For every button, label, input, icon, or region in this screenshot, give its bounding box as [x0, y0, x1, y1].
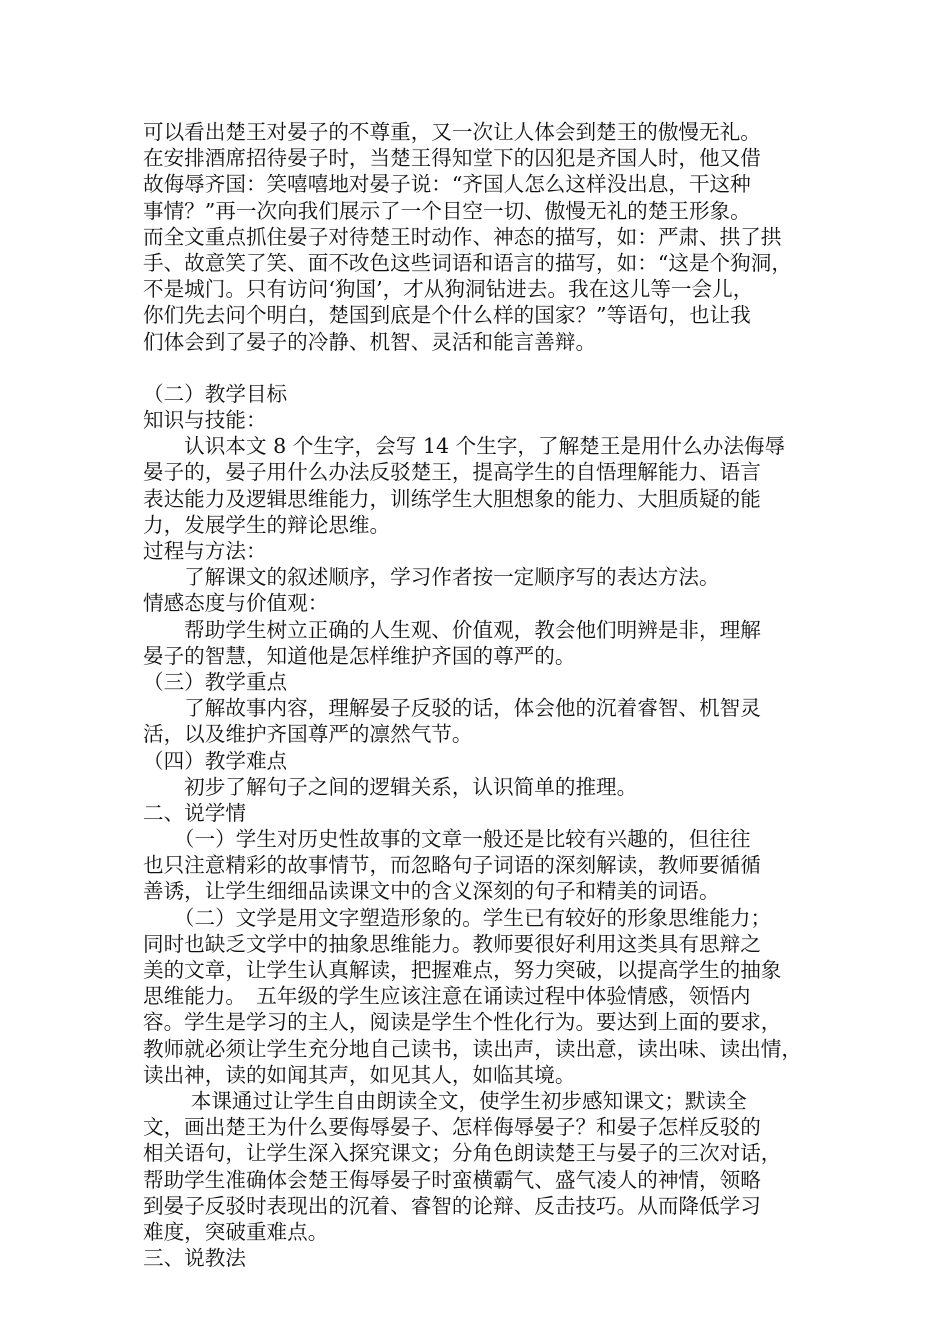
blank-line — [143, 355, 811, 381]
text-line: 手、故意笑了笑、面不改色这些词语和语言的描写，如：“这是个狗洞， — [143, 250, 792, 275]
text-line: 难度，突破重难点。 — [143, 1219, 329, 1244]
text-line: 晏子的，晏子用什么办法反驳楚王，提高学生的自悟理解能力、语言 — [143, 460, 761, 485]
text-line: （一）学生对历史性故事的文章一般还是比较有兴趣的，但往往 — [143, 827, 751, 852]
text-line: 事情？”再一次向我们展示了一个目空一切、傲慢无礼的楚王形象。 — [143, 198, 751, 223]
text-line: 在安排酒席招待晏子时，当楚王得知堂下的囚犯是齐国人时，他又借 — [143, 146, 761, 171]
section-heading: （三）教学重点 — [143, 669, 288, 694]
text-line: 了解故事内容，理解晏子反驳的话，体会他的沉着睿智、机智灵 — [143, 696, 761, 721]
text-line: 相关语句，让学生深入探究课文；分角色朗读楚王与晏子的三次对话， — [143, 1141, 782, 1166]
section-heading: （四）教学难点 — [143, 748, 288, 773]
text-line: 也只注意精彩的故事情节，而忽略句子词语的深刻解读，教师要循循 — [143, 853, 761, 878]
subheading: 情感态度与价值观： — [143, 591, 329, 616]
text-line: 容。学生是学习的主人，阅读是学生个性化行为。要达到上面的要求， — [143, 1010, 782, 1035]
text-line: 初步了解句子之间的逻辑关系，认识简单的推理。 — [143, 774, 638, 799]
text-line: 表达能力及逻辑思维能力，训练学生大胆想象的能力、大胆质疑的能 — [143, 486, 761, 511]
text-line: 了解课文的叙述顺序，学习作者按一定顺序写的表达方法。 — [143, 565, 720, 590]
text-line: 活，以及维护齐国尊严的凛然气节。 — [143, 722, 473, 747]
text-line: 而全文重点抓住晏子对待楚王时动作、神态的描写，如：严肃、拱了拱 — [143, 224, 782, 249]
text-line: 可以看出楚王对晏子的不尊重，又一次让人体会到楚王的傲慢无礼。 — [143, 120, 761, 144]
section-heading: 二、说学情 — [143, 800, 246, 825]
text-line: 善诱，让学生细细品读课文中的含义深刻的句子和精美的词语。 — [143, 879, 720, 904]
text-line: 不是城门。只有访问‘狗国’，才从狗洞钻进去。我在这儿等一会儿， — [143, 277, 754, 302]
subheading: 过程与方法： — [143, 539, 267, 563]
subheading: 知识与技能： — [143, 408, 267, 433]
text-line: 文，画出楚王为什么要侮辱晏子、怎样侮辱晏子？和晏子怎样反驳的 — [143, 1115, 761, 1140]
text-line: 帮助学生树立正确的人生观、价值观，教会他们明辨是非，理解 — [143, 617, 761, 642]
text-line: 帮助学生准确体会楚王侮辱晏子时蛮横霸气、盛气凌人的神情，领略 — [143, 1167, 761, 1192]
text-line: 力，发展学生的辩论思维。 — [143, 512, 391, 537]
text-line: （二）文学是用文字塑造形象的。学生已有较好的形象思维能力； — [143, 905, 772, 930]
text-line: 本课通过让学生自由朗读全文，使学生初步感知课文；默读全 — [143, 1088, 747, 1113]
text-line: 教师就必须让学生充分地自己读书，读出声，读出意，读出味、读出情， — [143, 1036, 802, 1061]
text-line: 到晏子反驳时表现出的沉着、睿智的论辩、反击技巧。从而降低学习 — [143, 1193, 761, 1218]
text-line: 们体会到了晏子的冷静、机智、灵活和能言善辩。 — [143, 329, 597, 354]
text-line: 美的文章，让学生认真解读，把握难点，努力突破，以提高学生的抽象 — [143, 958, 782, 982]
text-line: 思维能力。 五年级的学生应该注意在诵读过程中体验情感，领悟内 — [143, 984, 751, 1009]
text-line: 读出神，读的如闻其声，如见其人，如临其境。 — [143, 1062, 576, 1087]
text-line: 故侮辱齐国：笑嘻嘻地对晏子说：“齐国人怎么这样没出息，干这种 — [143, 172, 751, 197]
section-heading: （二）教学目标 — [143, 381, 288, 406]
section-heading: 三、说教法 — [143, 1246, 246, 1271]
text-line: 晏子的智慧，知道他是怎样维护齐国的尊严的。 — [143, 643, 576, 668]
text-line: 认识本文 8 个生字，会写 14 个生字，了解楚王是用什么办法侮辱 — [143, 434, 786, 459]
text-line: 你们先去问个明白，楚国到底是个什么样的国家？”等语句，也让我 — [143, 303, 751, 328]
document-page — [143, 119, 811, 1271]
text-line: 同时也缺乏文学中的抽象思维能力。教师要很好利用这类具有思辩之 — [143, 931, 761, 956]
